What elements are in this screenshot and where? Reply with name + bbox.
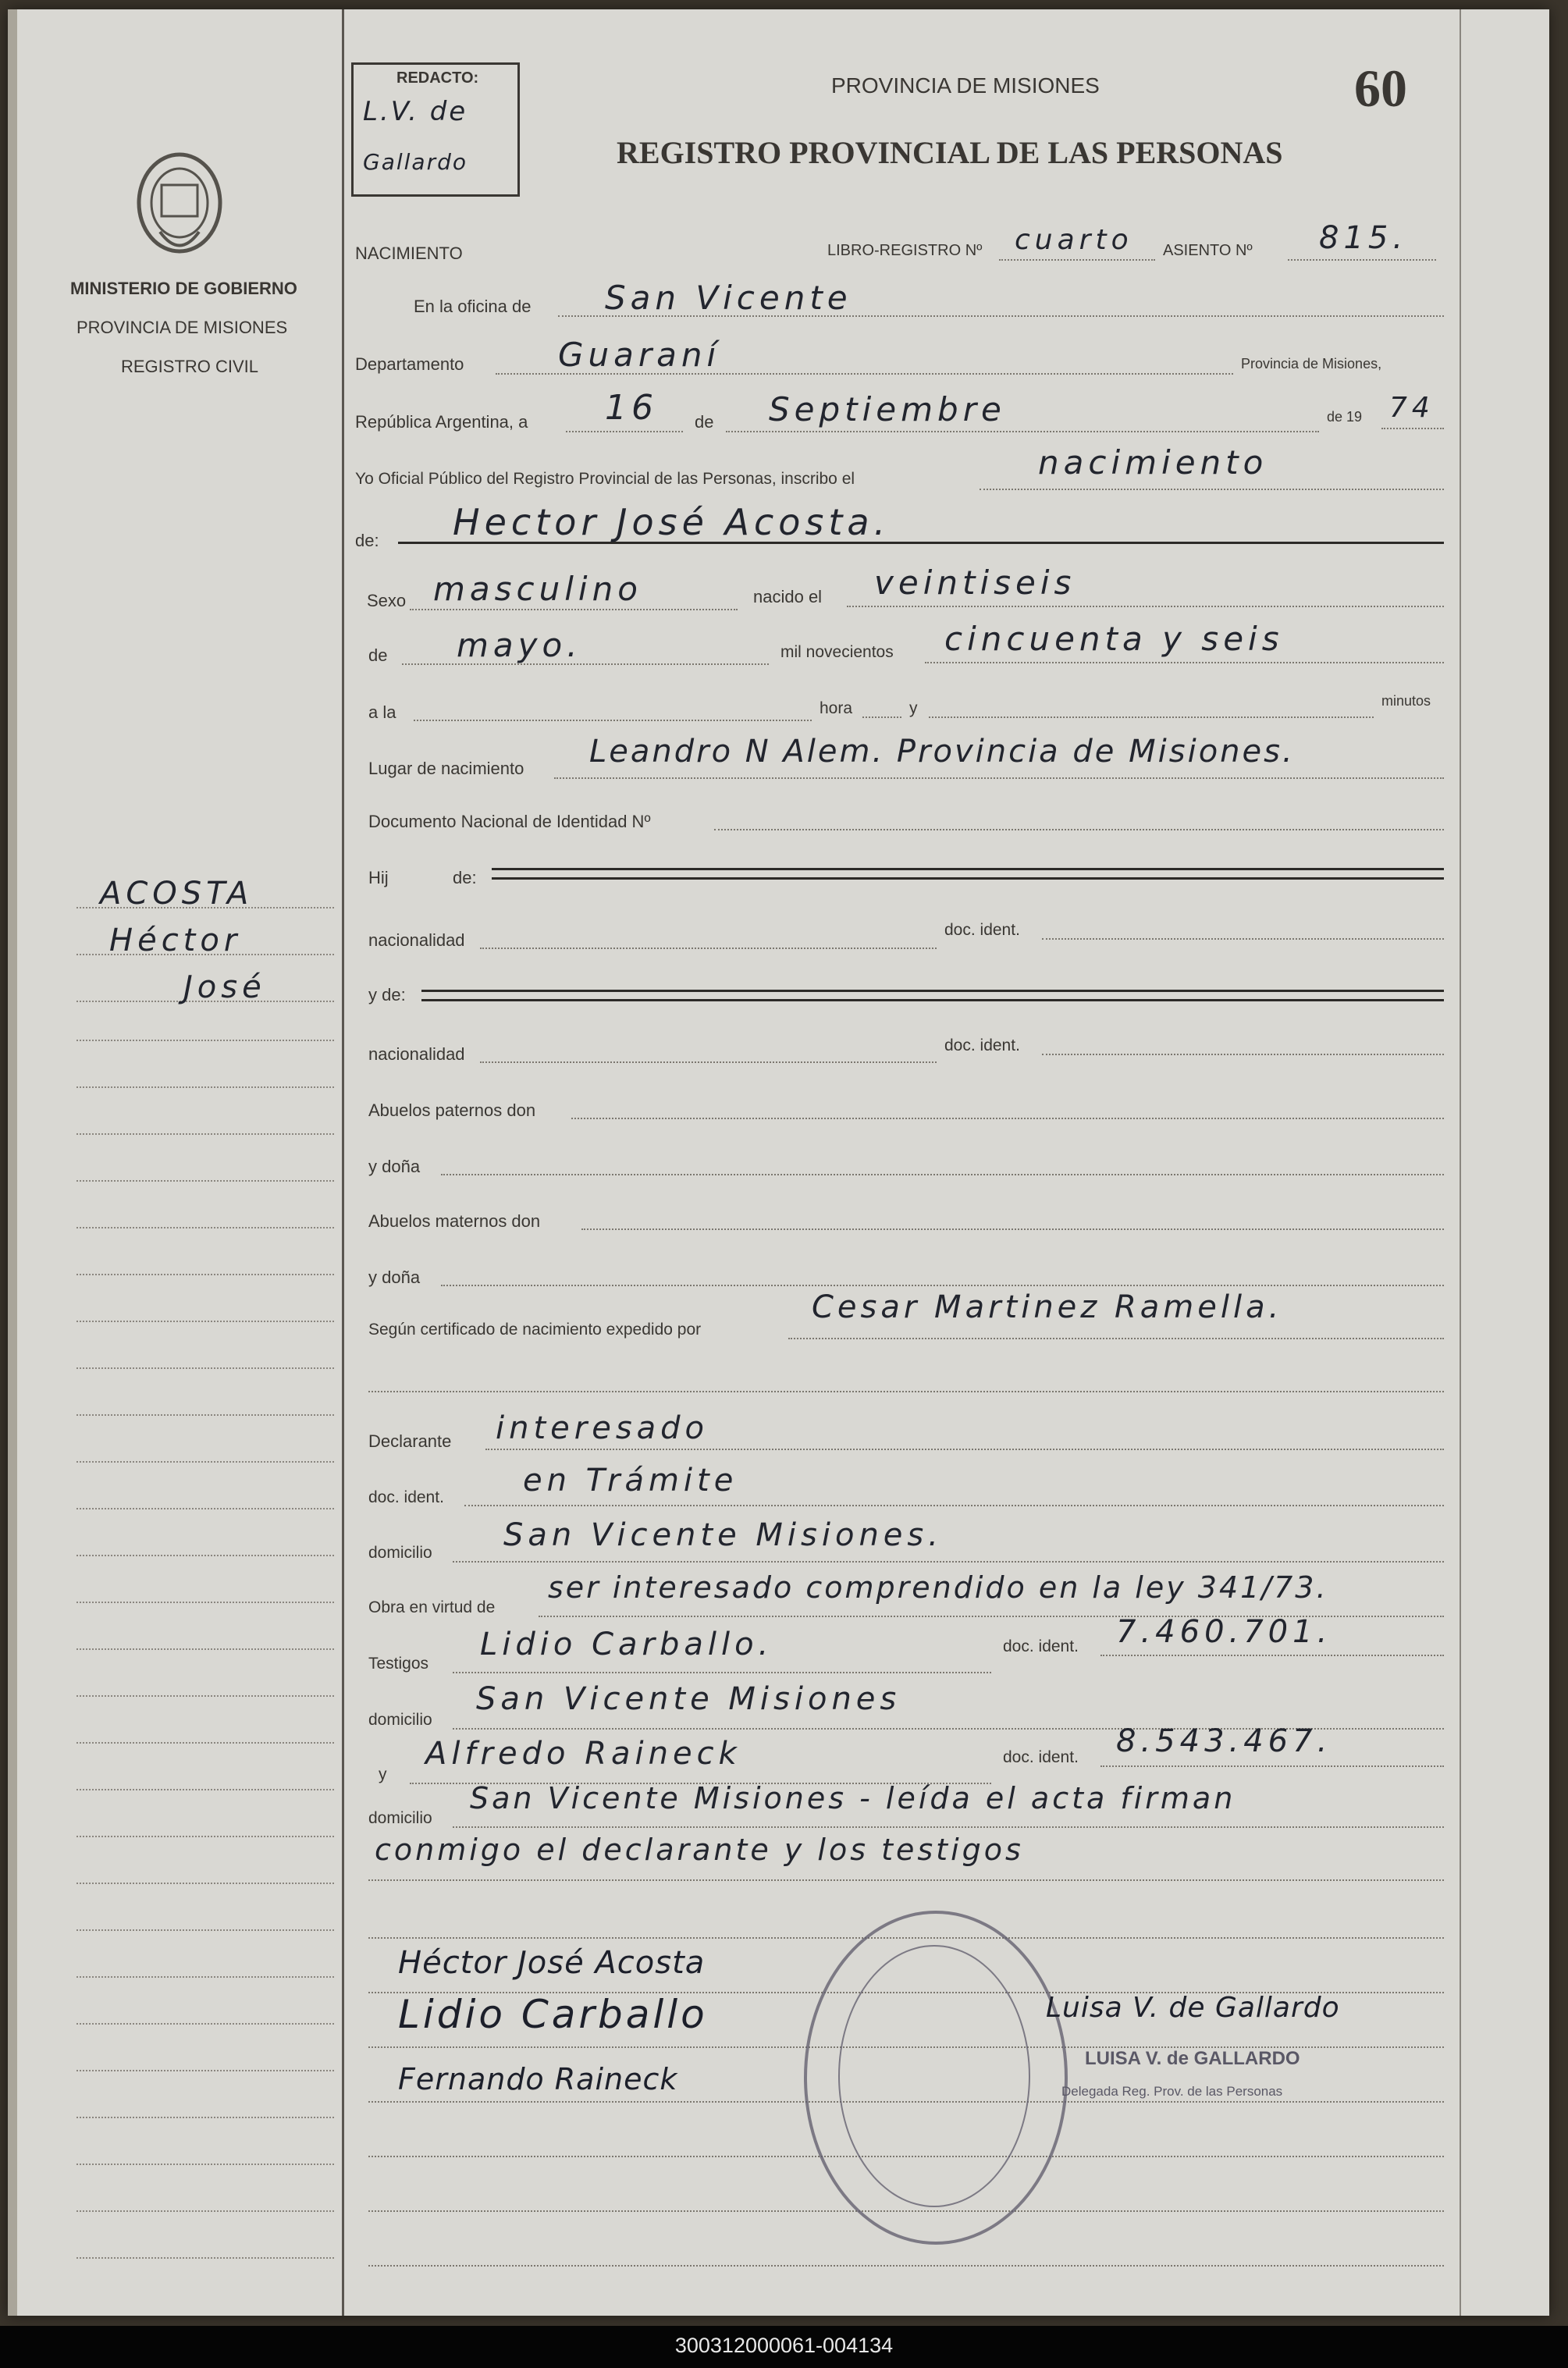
margin-surname: ACOSTA xyxy=(100,876,254,912)
anio-label: de 19 xyxy=(1327,409,1363,425)
doc-ident-label-2: doc. ident. xyxy=(944,1036,1020,1054)
registro-header: REGISTRO PROVINCIAL DE LAS PERSONAS xyxy=(617,135,1283,170)
doc-ident-label-4: doc. ident. xyxy=(1003,1748,1079,1766)
y2-label: y xyxy=(379,1765,387,1783)
nacionalidad2-label: nacionalidad xyxy=(368,1044,465,1064)
obra-label: Obra en virtud de xyxy=(368,1598,496,1616)
asiento-value: 815. xyxy=(1319,220,1408,256)
testigo2-doc-value: 8.543.467. xyxy=(1116,1723,1332,1759)
redacto-label: REDACTO: xyxy=(396,69,479,87)
inscribo-value: nacimiento xyxy=(1038,443,1268,482)
departamento-label: Departamento xyxy=(355,354,464,374)
redacto-value-1: L.V. de xyxy=(363,96,468,127)
margin-secondname: José xyxy=(183,969,266,1005)
hora-label: hora xyxy=(820,699,853,717)
ala-label: a la xyxy=(368,702,396,722)
mes-nac-value: mayo. xyxy=(457,626,582,664)
official-stamp-name: LUISA V. de GALLARDO xyxy=(1085,2048,1300,2069)
de2-label: de xyxy=(368,645,388,665)
anio-value: 74 xyxy=(1389,392,1435,424)
anio-nac-value: cincuenta y seis xyxy=(944,620,1284,658)
testigo2-value: Alfredo Raineck xyxy=(425,1736,741,1772)
dni-label: Documento Nacional de Identidad Nº xyxy=(368,812,651,831)
nacido-label: nacido el xyxy=(753,587,823,606)
lugar-value: Leandro N Alem. Provincia de Misiones. xyxy=(589,734,1295,770)
signature-official: Luisa V. de Gallardo xyxy=(1046,1992,1340,2024)
registry-page xyxy=(8,9,1549,2316)
domicilio-label-3: domicilio xyxy=(368,1809,432,1827)
declarante-label: Declarante xyxy=(368,1431,452,1451)
page-number: 60 xyxy=(1354,59,1407,118)
y-label: y xyxy=(909,699,918,717)
provincia-left-label: PROVINCIA DE MISIONES xyxy=(76,318,288,337)
archive-id: 300312000061-004134 xyxy=(674,2334,894,2357)
de-persona-label: de: xyxy=(355,531,379,550)
domicilio3-value: San Vicente Misiones - leída el acta firman xyxy=(470,1781,1236,1815)
redacto-value-2: Gallardo xyxy=(363,149,468,175)
oficina-label: En la oficina de xyxy=(414,297,532,316)
margin-firstname: Héctor xyxy=(109,923,242,958)
minutos-label: minutos xyxy=(1381,693,1431,709)
testigos-label: Testigos xyxy=(368,1655,429,1673)
y-dona-label-2: y doña xyxy=(368,1268,421,1287)
signature-testigo-1: Lidio Carballo xyxy=(398,1992,708,2037)
declarante-value: interesado xyxy=(496,1410,709,1446)
asiento-label: ASIENTO Nº xyxy=(1163,242,1253,259)
domicilio2-value: San Vicente Misiones xyxy=(476,1681,901,1717)
testigo1-doc-value: 7.460.701. xyxy=(1116,1614,1332,1650)
abuelos-paternos-label: Abuelos paternos don xyxy=(368,1100,536,1120)
doc-ident-label: doc. ident. xyxy=(944,921,1020,939)
y-dona-label-1: y doña xyxy=(368,1157,421,1176)
libro-label: LIBRO-REGISTRO Nº xyxy=(827,242,983,259)
certificado-label: Según certificado de nacimiento expedido por xyxy=(368,1321,702,1339)
right-margin-line xyxy=(1460,9,1461,2316)
de-label: de xyxy=(695,412,714,432)
dia-value: 16 xyxy=(605,388,658,428)
mes-value: Septiembre xyxy=(769,390,1006,428)
certificado-value: Cesar Martinez Ramella. xyxy=(812,1289,1283,1325)
doc-ident-label-3: doc. ident. xyxy=(1003,1637,1079,1655)
official-seal xyxy=(804,1911,1068,2245)
domicilio-label-2: domicilio xyxy=(368,1711,432,1729)
archive-footer xyxy=(0,2326,1568,2368)
hij-label: Hij xyxy=(368,868,389,887)
testigo1-value: Lidio Carballo. xyxy=(480,1627,773,1662)
domicilio-label-1: domicilio xyxy=(368,1544,432,1562)
oficina-value: San Vicente xyxy=(605,279,852,317)
yo-oficial-label: Yo Oficial Público del Registro Provincial de las Personas, inscribo el xyxy=(355,470,855,488)
signature-declarante: Héctor José Acosta xyxy=(398,1945,706,1981)
yde-label: y de: xyxy=(368,985,406,1004)
province-emblem xyxy=(129,142,230,267)
nacionalidad-label: nacionalidad xyxy=(368,930,465,950)
lugar-label: Lugar de nacimiento xyxy=(368,759,524,778)
nacido-value: veintiseis xyxy=(874,564,1076,602)
ministerio-label: MINISTERIO DE GOBIERNO xyxy=(70,279,297,298)
registro-civil-label: REGISTRO CIVIL xyxy=(121,357,259,376)
domicilio3b-value: conmigo el declarante y los testigos xyxy=(375,1833,1024,1867)
redacto-box xyxy=(351,62,520,197)
domicilio-value: San Vicente Misiones. xyxy=(503,1517,943,1553)
abuelos-maternos-label: Abuelos maternos don xyxy=(368,1211,541,1231)
provincia-header: PROVINCIA DE MISIONES xyxy=(831,73,1100,98)
mil-label: mil novecientos xyxy=(780,643,894,661)
departamento-value: Guaraní xyxy=(558,336,721,374)
signature-testigo-2: Fernando Raineck xyxy=(398,2062,678,2096)
libro-value: cuarto xyxy=(1015,224,1133,256)
official-stamp-title: Delegada Reg. Prov. de las Personas xyxy=(1061,2084,1283,2099)
republica-label: República Argentina, a xyxy=(355,412,528,432)
sexo-value: masculino xyxy=(433,570,642,608)
page-binding xyxy=(8,9,17,2316)
sexo-label: Sexo xyxy=(367,591,407,610)
de3-label: de: xyxy=(453,868,477,887)
nombre-value: Hector José Acosta. xyxy=(453,501,891,543)
provincia-misiones-label: Provincia de Misiones, xyxy=(1241,356,1382,372)
doc-ident2-label: doc. ident. xyxy=(368,1488,444,1506)
nacimiento-label: NACIMIENTO xyxy=(355,244,463,263)
obra-value: ser interesado comprendido en la ley 341/73. xyxy=(548,1570,1328,1605)
margin-divider xyxy=(342,9,344,2316)
doc-ident2-value: en Trámite xyxy=(523,1463,738,1499)
